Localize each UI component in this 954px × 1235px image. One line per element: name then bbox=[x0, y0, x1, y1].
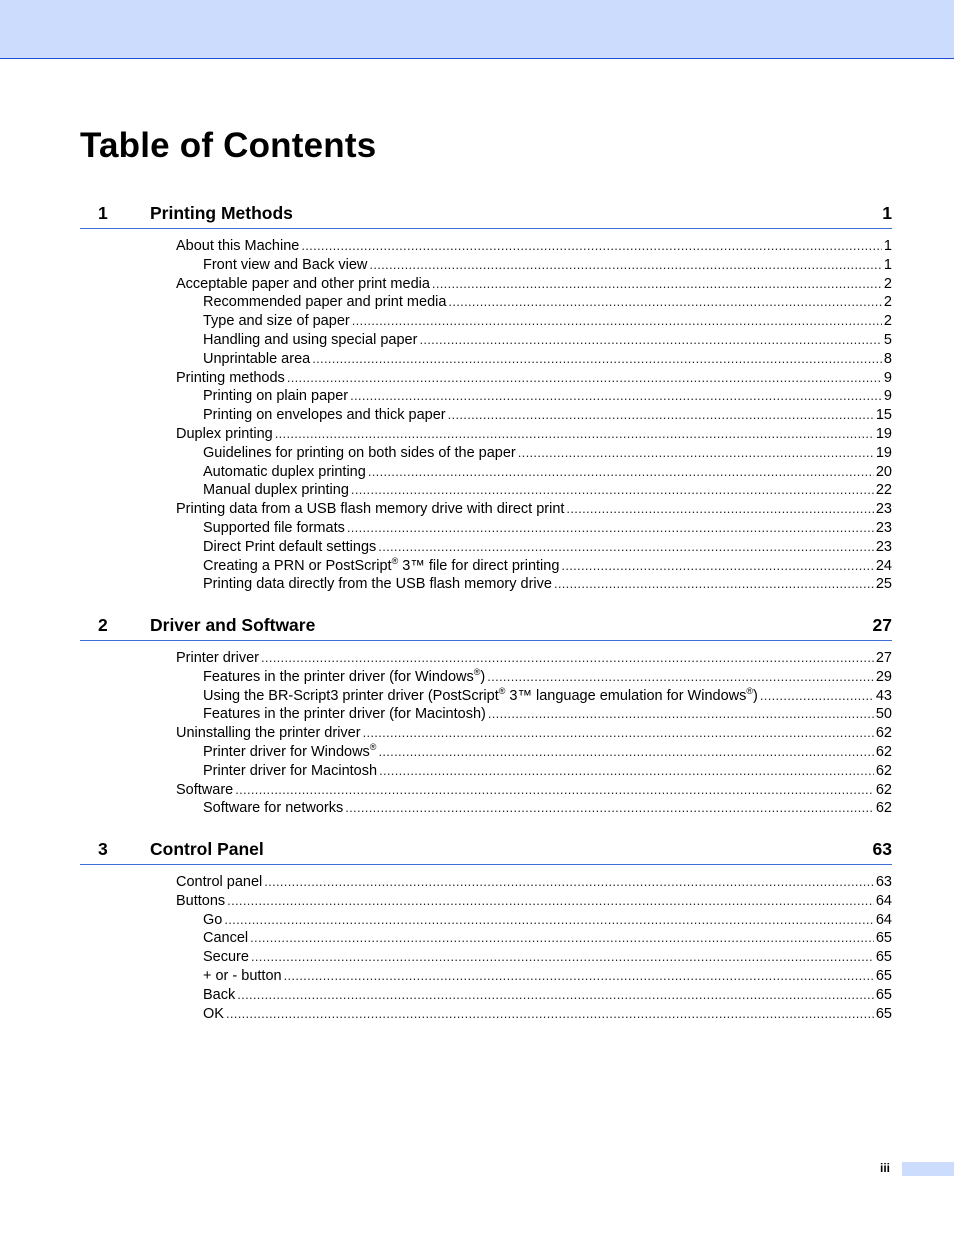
toc-entry-page-number: 19 bbox=[875, 425, 892, 442]
chapter-number: 1 bbox=[98, 203, 108, 223]
chapter-title[interactable]: Control Panel bbox=[150, 839, 264, 859]
dot-leader bbox=[352, 312, 882, 331]
dot-leader bbox=[287, 369, 882, 388]
chapter-heading[interactable] bbox=[80, 612, 892, 641]
toc-entry-page-number: 9 bbox=[883, 388, 892, 405]
dot-leader bbox=[284, 967, 874, 986]
chapter-title[interactable]: Driver and Software bbox=[150, 615, 316, 635]
toc-entry-title bbox=[203, 986, 235, 1005]
toc-entry-text: 3™ file for direct printing bbox=[398, 557, 560, 574]
toc-entry-text: Secure bbox=[203, 949, 249, 966]
toc-section-entry[interactable] bbox=[176, 649, 892, 668]
toc-entry-title bbox=[203, 463, 366, 482]
chapter-number: 3 bbox=[98, 839, 108, 859]
toc-subsection-entry[interactable] bbox=[203, 256, 892, 275]
toc-entry-text: Manual duplex printing bbox=[203, 482, 349, 499]
toc-entry-text: Printing methods bbox=[176, 369, 285, 386]
chapter-section bbox=[80, 612, 892, 818]
toc-entry-text: ) bbox=[480, 668, 486, 685]
toc-entry-page-number: 65 bbox=[875, 1005, 892, 1022]
dot-leader bbox=[347, 519, 874, 538]
toc-entry-text: About this Machine bbox=[176, 238, 300, 254]
toc-entry-title bbox=[203, 668, 485, 687]
toc-subsection-entry[interactable] bbox=[203, 481, 892, 500]
toc-entry-title bbox=[203, 331, 417, 350]
toc-entry-text: Handling and using special paper bbox=[203, 331, 418, 348]
toc-entry-page-number: 63 bbox=[875, 874, 892, 890]
dot-leader bbox=[378, 743, 873, 762]
toc-entry-title bbox=[203, 293, 446, 312]
toc-subsection-entry[interactable] bbox=[203, 967, 892, 986]
toc-entry-page-number: 62 bbox=[875, 781, 892, 798]
toc-entry-page-number: 23 bbox=[875, 501, 892, 518]
toc-entry-text: Uninstalling the printer driver bbox=[176, 725, 361, 742]
registered-mark: ® bbox=[369, 741, 377, 752]
toc-section-entry[interactable] bbox=[176, 781, 892, 800]
toc-entry-text: 3™ language emulation for Windows bbox=[505, 687, 747, 704]
toc-subsection-entry[interactable] bbox=[203, 687, 892, 706]
toc-entry-page-number: 23 bbox=[875, 538, 892, 555]
toc-section-entry[interactable] bbox=[176, 500, 892, 519]
toc-subsection-entry[interactable] bbox=[203, 538, 892, 557]
toc-subsection-entry[interactable] bbox=[203, 519, 892, 538]
dot-leader bbox=[237, 986, 874, 1005]
toc-subsection-entry[interactable] bbox=[203, 799, 892, 818]
toc-entry-page-number: 9 bbox=[883, 369, 892, 386]
chapter-page-number: 63 bbox=[872, 839, 892, 859]
toc-entry-page-number: 5 bbox=[883, 331, 892, 348]
toc-entry-title bbox=[203, 406, 446, 425]
toc-entry-text: ) bbox=[753, 687, 758, 704]
registered-mark: ® bbox=[746, 685, 754, 696]
toc-entry-text: Printing on plain paper bbox=[203, 388, 349, 405]
toc-entry-text: Recommended paper and print media bbox=[203, 294, 447, 311]
toc-entry-page-number: 65 bbox=[875, 967, 892, 984]
toc-subsection-entry[interactable] bbox=[203, 463, 892, 482]
dot-leader bbox=[345, 799, 874, 818]
toc-entry-title bbox=[203, 519, 345, 538]
toc-entry-page-number: 27 bbox=[875, 650, 892, 666]
toc-entry-page-number: 65 bbox=[875, 949, 892, 966]
toc-entry-page-number: 25 bbox=[875, 576, 892, 593]
toc-entry-text: Printer driver for Windows bbox=[203, 743, 370, 760]
toc-entry-title bbox=[203, 967, 282, 986]
toc-entry-text: Printing data from a USB flash memory drive with direct print bbox=[176, 501, 565, 518]
dot-leader bbox=[351, 481, 874, 500]
toc-section-entry[interactable] bbox=[176, 892, 892, 911]
toc-section-entry[interactable] bbox=[176, 873, 892, 892]
toc-entry-title bbox=[203, 799, 343, 818]
chapter-page-number: 27 bbox=[872, 615, 892, 635]
toc-entry-title bbox=[203, 557, 559, 576]
toc-entry-title bbox=[203, 1005, 224, 1024]
toc-entry-page-number: 15 bbox=[875, 407, 892, 424]
toc-entry-text: Printing data directly from the USB flash memory drive bbox=[203, 576, 552, 593]
toc-entry-title bbox=[203, 911, 222, 930]
toc-entry-title bbox=[203, 948, 249, 967]
toc-entry-text: Guidelines for printing on both sides of the paper bbox=[203, 444, 516, 461]
toc-subsection-entry[interactable] bbox=[203, 293, 892, 312]
dot-leader bbox=[369, 256, 882, 275]
dot-leader bbox=[261, 649, 874, 668]
toc-entry-title bbox=[203, 538, 376, 557]
toc-entry-text: Software bbox=[176, 781, 234, 798]
dot-leader bbox=[566, 500, 873, 519]
chapter-section bbox=[80, 200, 892, 594]
dot-leader bbox=[275, 425, 874, 444]
toc-entry-title bbox=[203, 312, 350, 331]
toc-entry-title bbox=[176, 873, 262, 892]
dot-leader bbox=[368, 463, 874, 482]
toc-entry-title bbox=[176, 892, 225, 911]
toc-entry-page-number: 64 bbox=[875, 892, 892, 909]
toc-entry-page-number: 62 bbox=[875, 762, 892, 779]
toc-entry-text: Features in the printer driver (for Windows bbox=[203, 668, 474, 685]
toc-entry-title bbox=[176, 275, 430, 294]
dot-leader bbox=[250, 929, 874, 948]
toc-entry-page-number: 2 bbox=[883, 313, 892, 330]
toc-entry-title bbox=[203, 705, 486, 724]
toc-entry-title bbox=[203, 929, 248, 948]
toc-entry-title bbox=[176, 237, 299, 256]
toc-entry-title bbox=[176, 500, 564, 519]
dot-leader bbox=[363, 724, 874, 743]
toc-entry-text: Duplex printing bbox=[176, 425, 273, 442]
dot-leader bbox=[312, 350, 882, 369]
toc-entry-text: Cancel bbox=[203, 930, 249, 947]
registered-mark: ® bbox=[473, 666, 481, 677]
dot-leader bbox=[432, 275, 882, 294]
chapter-title[interactable]: Printing Methods bbox=[150, 203, 293, 223]
chapter-heading[interactable] bbox=[80, 200, 892, 229]
toc-subsection-entry[interactable] bbox=[203, 387, 892, 406]
toc-entry-text: Front view and Back view bbox=[203, 256, 368, 273]
dot-leader bbox=[488, 705, 874, 724]
dot-leader bbox=[518, 444, 874, 463]
toc-subsection-entry[interactable] bbox=[203, 705, 892, 724]
toc-entry-page-number: 29 bbox=[875, 668, 892, 685]
toc-entry-title bbox=[176, 781, 233, 800]
dot-leader bbox=[301, 237, 882, 256]
toc-subsection-entry[interactable] bbox=[203, 948, 892, 967]
toc-entry-text: Supported file formats bbox=[203, 519, 345, 536]
toc-entry-page-number: 62 bbox=[875, 800, 892, 817]
toc-entry-title bbox=[203, 743, 376, 762]
dot-leader bbox=[487, 668, 874, 687]
toc-section-entry[interactable] bbox=[176, 724, 892, 743]
toc-entry-title bbox=[203, 387, 348, 406]
toc-entry-title bbox=[203, 762, 377, 781]
toc-entry-text: Printer driver bbox=[176, 650, 259, 666]
dot-leader bbox=[235, 781, 874, 800]
toc-entry-list bbox=[80, 641, 892, 818]
toc-entry-text: Unprintable area bbox=[203, 350, 311, 367]
toc-entry-page-number: 23 bbox=[875, 519, 892, 536]
toc-entry-page-number: 62 bbox=[875, 743, 892, 760]
toc-subsection-entry[interactable] bbox=[203, 668, 892, 687]
toc-entry-title bbox=[203, 687, 758, 706]
dot-leader bbox=[264, 873, 874, 892]
toc-entry-title bbox=[176, 649, 259, 668]
toc-entry-text: Printer driver for Macintosh bbox=[203, 762, 378, 779]
dot-leader bbox=[419, 331, 881, 350]
dot-leader bbox=[251, 948, 874, 967]
toc-entry-title bbox=[176, 724, 361, 743]
toc-entry-title bbox=[203, 444, 516, 463]
toc-subsection-entry[interactable] bbox=[203, 762, 892, 781]
toc-subsection-entry[interactable] bbox=[203, 350, 892, 369]
toc-entry-page-number: 2 bbox=[883, 294, 892, 311]
toc-entry-text: Type and size of paper bbox=[203, 313, 350, 330]
dot-leader bbox=[554, 575, 874, 594]
toc-section-entry[interactable] bbox=[176, 425, 892, 444]
dot-leader bbox=[448, 406, 874, 425]
chapter-number: 2 bbox=[98, 615, 108, 635]
chapter-section bbox=[80, 836, 892, 1023]
toc-entry-title bbox=[176, 369, 285, 388]
dot-leader bbox=[378, 538, 874, 557]
toc-entry-text: Using the BR-Script3 printer driver (PostScript bbox=[203, 687, 499, 704]
toc-entry-text: Acceptable paper and other print media bbox=[176, 275, 430, 292]
toc-subsection-entry[interactable] bbox=[203, 312, 892, 331]
toc-entry-page-number: 43 bbox=[875, 687, 892, 704]
toc-entry-page-number: 65 bbox=[875, 986, 892, 1003]
toc-entry-text: Automatic duplex printing bbox=[203, 463, 366, 480]
toc-entry-title bbox=[176, 425, 273, 444]
toc-entry-title bbox=[203, 575, 552, 594]
registered-mark: ® bbox=[498, 685, 506, 696]
toc-subsection-entry[interactable] bbox=[203, 986, 892, 1005]
toc-subsection-entry[interactable] bbox=[203, 911, 892, 930]
dot-leader bbox=[379, 762, 874, 781]
toc-entry-title bbox=[203, 256, 367, 275]
toc-subsection-entry[interactable] bbox=[203, 575, 892, 594]
toc-entry-text: OK bbox=[203, 1005, 224, 1022]
toc-entry-page-number: 19 bbox=[875, 444, 892, 461]
toc-entry-page-number: 8 bbox=[883, 350, 892, 367]
toc-entry-page-number: 24 bbox=[875, 557, 892, 574]
dot-leader bbox=[760, 687, 874, 706]
toc-entry-page-number: 64 bbox=[875, 911, 892, 928]
dot-leader bbox=[226, 1005, 874, 1024]
toc-entry-text: Buttons bbox=[176, 892, 226, 909]
toc-section-entry[interactable] bbox=[176, 275, 892, 294]
page-title: Table of Contents bbox=[80, 126, 377, 165]
toc-entry-text: Back bbox=[203, 986, 236, 1003]
toc-entry-text: Features in the printer driver (for Macintosh) bbox=[203, 706, 486, 723]
toc-entry-text: Direct Print default settings bbox=[203, 538, 377, 555]
toc-entry-page-number: 50 bbox=[875, 706, 892, 723]
dot-leader bbox=[224, 911, 874, 930]
toc-entry-page-number: 1 bbox=[883, 256, 892, 273]
toc-subsection-entry[interactable] bbox=[203, 929, 892, 948]
toc-entry-title bbox=[203, 350, 310, 369]
toc-entry-text: Control panel bbox=[176, 874, 263, 890]
footer-tab bbox=[902, 1162, 954, 1176]
page-number: iii bbox=[880, 1161, 891, 1175]
toc-entry-text: + or - button bbox=[203, 967, 282, 984]
toc-entry-page-number: 1 bbox=[883, 238, 892, 254]
chapter-heading[interactable] bbox=[80, 836, 892, 865]
toc-entry-page-number: 62 bbox=[875, 725, 892, 742]
toc-entry-page-number: 20 bbox=[875, 463, 892, 480]
toc-entry-text: Printing on envelopes and thick paper bbox=[203, 407, 446, 424]
toc-entry-page-number: 22 bbox=[875, 482, 892, 499]
toc-subsection-entry[interactable] bbox=[203, 1005, 892, 1024]
registered-mark: ® bbox=[391, 555, 399, 566]
toc-subsection-entry[interactable] bbox=[203, 444, 892, 463]
toc-entry-text: Creating a PRN or PostScript bbox=[203, 557, 392, 574]
dot-leader bbox=[448, 293, 882, 312]
toc-entry-text: Software for networks bbox=[203, 800, 344, 817]
toc-entry-title bbox=[203, 481, 349, 500]
toc-subsection-entry[interactable] bbox=[203, 557, 892, 576]
toc-section-entry[interactable] bbox=[176, 237, 892, 256]
toc-entry-list bbox=[80, 229, 892, 594]
header-band bbox=[0, 0, 954, 59]
toc-subsection-entry[interactable] bbox=[203, 406, 892, 425]
toc-subsection-entry[interactable] bbox=[203, 331, 892, 350]
dot-leader bbox=[561, 557, 873, 576]
dot-leader bbox=[350, 387, 882, 406]
toc-section-entry[interactable] bbox=[176, 369, 892, 388]
toc-subsection-entry[interactable] bbox=[203, 743, 892, 762]
toc-entry-page-number: 65 bbox=[875, 930, 892, 947]
toc-entry-text: Go bbox=[203, 911, 223, 928]
toc-entry-list bbox=[80, 865, 892, 1023]
dot-leader bbox=[227, 892, 874, 911]
chapter-page-number: 1 bbox=[882, 203, 892, 223]
toc-entry-page-number: 2 bbox=[883, 275, 892, 292]
